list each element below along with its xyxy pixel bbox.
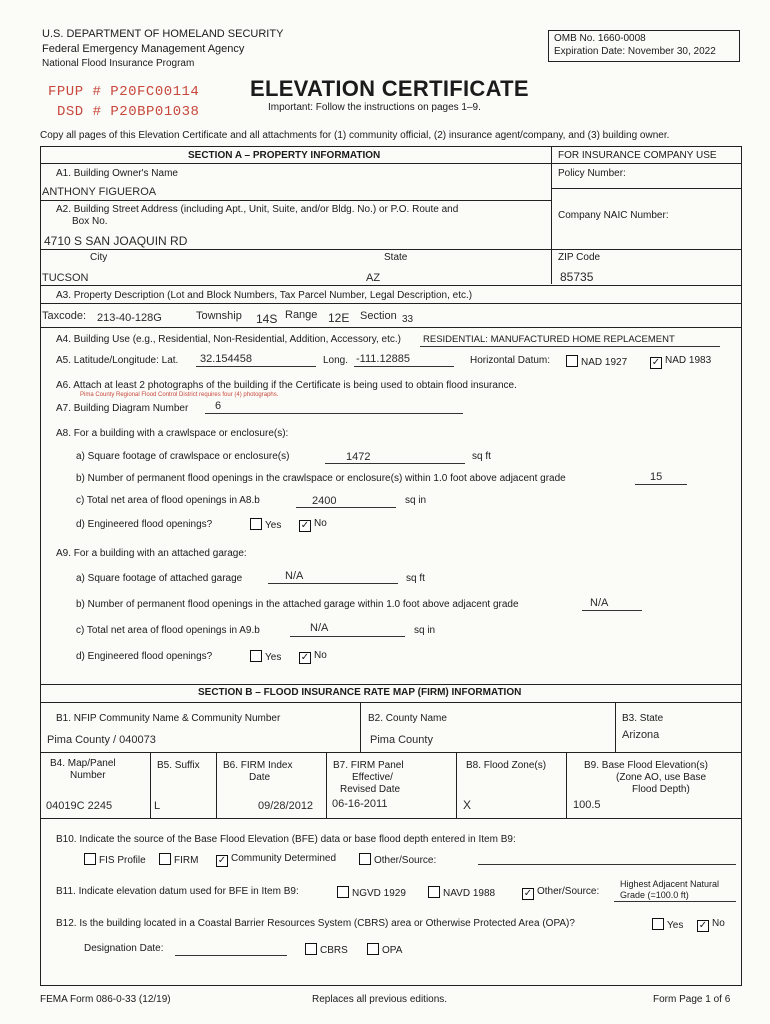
dept-name: U.S. DEPARTMENT OF HOMELAND SECURITY <box>42 28 284 40</box>
city-value[interactable]: TUCSON <box>42 272 89 284</box>
taxcode-value[interactable]: 213-40-128G <box>97 312 162 324</box>
range-label: Range <box>285 309 318 321</box>
a9d-yes-option[interactable] <box>250 650 281 663</box>
a8d-label: d) Engineered flood openings? <box>76 519 213 530</box>
state-value[interactable]: AZ <box>366 272 381 284</box>
datum-label: Horizontal Datum: <box>470 355 551 366</box>
a9b-value[interactable]: N/A <box>590 597 609 609</box>
b5-suffix[interactable]: L <box>154 800 161 812</box>
a8a-unit: sq ft <box>472 451 491 462</box>
fpup-number: FPUP # P20FC00114 <box>48 84 200 100</box>
a9a-value[interactable]: N/A <box>285 570 304 582</box>
a8d-yes-label: Yes <box>265 520 282 531</box>
a9d-no-label: No <box>314 650 327 661</box>
a8d-no-label: No <box>314 518 327 529</box>
b11-label: B11. Indicate elevation datum used for BFE in Item B9: <box>56 886 299 897</box>
a8d-no-option[interactable] <box>299 518 327 532</box>
b10-firm-checkbox[interactable] <box>159 853 171 865</box>
cbrs-option[interactable] <box>305 943 348 956</box>
program-name: National Flood Insurance Program <box>42 58 195 69</box>
b1-community[interactable]: Pima County / 040073 <box>47 734 156 746</box>
a8a-label: a) Square footage of crawlspace or enclosure(s) <box>76 451 290 462</box>
policy-label: Policy Number: <box>558 168 626 179</box>
b9-label-cont2: Flood Depth) <box>632 784 690 795</box>
b10-firm-option[interactable] <box>159 853 198 866</box>
a9d-no-checkbox[interactable]: ✓ <box>300 652 310 663</box>
b11-other-label: Other/Source: <box>537 886 600 897</box>
section-label: Section <box>360 310 397 322</box>
dsd-number: DSD # P20BP01038 <box>57 104 200 120</box>
b10-other-label: Other/Source: <box>374 855 437 866</box>
state-label: State <box>384 252 408 263</box>
nad1927-checkbox[interactable] <box>566 355 578 367</box>
opa-label: OPA <box>382 945 403 956</box>
a9c-unit: sq in <box>414 625 436 636</box>
section-b-title: SECTION B – FLOOD INSURANCE RATE MAP (FIRM) INFORMATION <box>198 687 522 698</box>
nad1927-option[interactable] <box>566 355 627 368</box>
nad1927-label: NAD 1927 <box>581 357 628 368</box>
a8-label: A8. For a building with a crawlspace or enclosure(s): <box>56 428 289 439</box>
b5-label: B5. Suffix <box>157 760 200 771</box>
b10-fis-checkbox[interactable] <box>84 853 96 865</box>
nad1983-option[interactable] <box>650 355 711 369</box>
township-label: Township <box>196 310 242 322</box>
b11-source-value-cont[interactable]: Grade (=100.0 ft) <box>620 890 689 900</box>
zip-value[interactable]: 85735 <box>560 270 594 284</box>
b7-label-cont: Effective/ <box>352 772 393 783</box>
a7-label: A7. Building Diagram Number <box>56 403 189 414</box>
footer-replaces: Replaces all previous editions. <box>312 994 448 1005</box>
a8a-value[interactable]: 1472 <box>346 451 371 463</box>
b11-ngvd-label: NGVD 1929 <box>352 888 406 899</box>
b2-county[interactable]: Pima County <box>370 734 433 746</box>
b12-no-checkbox[interactable]: ✓ <box>698 920 708 931</box>
omb-box <box>548 30 740 62</box>
a1-label: A1. Building Owner's Name <box>56 168 178 179</box>
a8c-value[interactable]: 2400 <box>312 495 337 507</box>
a4-building-use[interactable]: RESIDENTIAL: MANUFACTURED HOME REPLACEMENT <box>423 334 675 345</box>
longitude-value[interactable]: -111.12885 <box>356 353 411 365</box>
a8b-label: b) Number of permanent flood openings in the crawlspace or enclosure(s) within 1.0 foot above adjacent grade <box>76 473 566 484</box>
b10-label: B10. Indicate the source of the Base Flood Elevation (BFE) data or base flood depth entered in Item B9: <box>56 834 516 845</box>
long-label: Long. <box>323 355 349 366</box>
omb-number: OMB No. 1660-0008 <box>554 33 646 44</box>
a2-label-cont: Box No. <box>72 216 108 227</box>
b9-label: B9. Base Flood Elevation(s) <box>584 760 708 771</box>
b9-label-cont: (Zone AO, use Base <box>616 772 707 783</box>
a2-street-address[interactable]: 4710 S SAN JOAQUIN RD <box>44 234 188 248</box>
b12-no-option[interactable] <box>697 918 725 932</box>
b7-label: B7. FIRM Panel <box>333 760 404 771</box>
b4-label-cont: Number <box>70 770 106 781</box>
taxcode-label: Taxcode: <box>42 310 87 322</box>
nad1983-checkbox[interactable]: ✓ <box>651 357 661 368</box>
cbrs-label: CBRS <box>320 945 348 956</box>
b10-firm-label: FIRM <box>174 855 199 866</box>
b11-navd-checkbox[interactable] <box>428 886 440 898</box>
latitude-value[interactable]: 32.154458 <box>200 353 252 365</box>
b7-panel-date[interactable]: 06-16-2011 <box>332 798 388 810</box>
zip-label: ZIP Code <box>558 252 601 263</box>
b11-other-checkbox[interactable]: ✓ <box>523 888 533 899</box>
b10-other-checkbox[interactable] <box>359 853 371 865</box>
b11-navd-label: NAVD 1988 <box>443 888 496 899</box>
a9c-value[interactable]: N/A <box>310 622 329 634</box>
a9a-label: a) Square footage of attached garage <box>76 573 243 584</box>
insurance-use-title: FOR INSURANCE COMPANY USE <box>558 150 717 161</box>
designation-date-label: Designation Date: <box>84 943 164 954</box>
a2-label: A2. Building Street Address (including Apt., Unit, Suite, and/or Bldg. No.) or P.O. Route and <box>56 204 459 215</box>
range-value[interactable]: 12E <box>328 311 350 325</box>
b10-other-option[interactable] <box>359 853 436 866</box>
a9d-no-option[interactable] <box>299 650 327 664</box>
b11-navd-option[interactable] <box>428 886 495 899</box>
a3-label: A3. Property Description (Lot and Block Numbers, Tax Parcel Number, Legal Description, etc.) <box>56 290 473 301</box>
a6-label: A6. Attach at least 2 photographs of the building if the Certificate is being used to obtain flood insurance. <box>56 380 517 391</box>
cbrs-checkbox[interactable] <box>305 943 317 955</box>
a9b-label: b) Number of permanent flood openings in the attached garage within 1.0 foot above adjacent grade <box>76 599 519 610</box>
footer-form-number: FEMA Form 086-0-33 (12/19) <box>40 994 171 1005</box>
a8c-unit: sq in <box>405 495 427 506</box>
b12-no-label: No <box>712 918 725 929</box>
agency-name: Federal Emergency Management Agency <box>42 43 245 55</box>
b11-ngvd-option[interactable] <box>337 886 406 899</box>
b1-label: B1. NFIP Community Name & Community Number <box>56 713 281 724</box>
copy-note: Copy all pages of this Elevation Certificate and all attachments for (1) community official, (2) insurance agent/company, and (3) building owner. <box>40 130 670 141</box>
section-a-title: SECTION A – PROPERTY INFORMATION <box>188 150 381 161</box>
section-value[interactable]: 33 <box>402 314 414 325</box>
a4-label: A4. Building Use (e.g., Residential, Non-Residential, Addition, Accessory, etc.) <box>56 334 401 345</box>
a8d-yes-option[interactable] <box>250 518 281 531</box>
b10-fis-label: FIS Profile <box>99 855 146 866</box>
important-note: Important: Follow the instructions on pages 1–9. <box>268 102 481 113</box>
city-label: City <box>90 252 108 263</box>
b12-yes-label: Yes <box>667 920 684 931</box>
b11-ngvd-checkbox[interactable] <box>337 886 349 898</box>
b2-label: B2. County Name <box>368 713 447 724</box>
a9d-yes-checkbox[interactable] <box>250 650 262 662</box>
a8b-value[interactable]: 15 <box>650 471 663 483</box>
naic-label: Company NAIC Number: <box>558 210 669 221</box>
b6-label-cont: Date <box>249 772 271 783</box>
b6-index-date[interactable]: 09/28/2012 <box>258 800 314 812</box>
a8c-label: c) Total net area of flood openings in A8.b <box>76 495 260 506</box>
a9d-yes-label: Yes <box>265 652 282 663</box>
a9-label: A9. For a building with an attached garage: <box>56 548 247 559</box>
b11-other-option[interactable] <box>522 886 599 900</box>
b10-fis-option[interactable] <box>84 853 146 866</box>
b8-label: B8. Flood Zone(s) <box>466 760 547 771</box>
b10-community-option[interactable] <box>216 853 336 867</box>
b12-yes-option[interactable] <box>652 918 683 931</box>
a9c-label: c) Total net area of flood openings in A9.b <box>76 625 260 636</box>
b9-base-flood-elevation[interactable]: 100.5 <box>573 799 601 811</box>
a5-label: A5. Latitude/Longitude: Lat. <box>56 355 179 366</box>
a8d-no-checkbox[interactable]: ✓ <box>300 520 310 531</box>
township-value[interactable]: 14S <box>256 312 278 326</box>
opa-option[interactable] <box>367 943 402 956</box>
b6-label: B6. FIRM Index <box>223 760 293 771</box>
a7-diagram-number[interactable]: 6 <box>215 400 222 412</box>
a9d-label: d) Engineered flood openings? <box>76 651 213 662</box>
b11-source-value[interactable]: Highest Adjacent Natural <box>620 879 720 889</box>
nad1983-label: NAD 1983 <box>665 355 712 366</box>
a9a-unit: sq ft <box>406 573 425 584</box>
a1-owner-name[interactable]: ANTHONY FIGUEROA <box>42 186 157 198</box>
b8-flood-zone[interactable]: X <box>463 798 472 812</box>
b12-yes-checkbox[interactable] <box>652 918 664 930</box>
footer-page-number: Form Page 1 of 6 <box>653 994 731 1005</box>
b10-community-checkbox[interactable]: ✓ <box>217 855 227 866</box>
b4-map-panel[interactable]: 04019C 2245 <box>46 800 113 812</box>
opa-checkbox[interactable] <box>367 943 379 955</box>
b3-state[interactable]: Arizona <box>622 729 660 741</box>
a8d-yes-checkbox[interactable] <box>250 518 262 530</box>
b7-label-cont2: Revised Date <box>340 784 401 795</box>
b10-community-label: Community Determined <box>231 853 337 864</box>
expiration-date: Expiration Date: November 30, 2022 <box>554 46 716 57</box>
page-title: ELEVATION CERTIFICATE <box>250 76 529 101</box>
b3-label: B3. State <box>622 713 664 724</box>
b12-label: B12. Is the building located in a Coastal Barrier Resources System (CBRS) area or Otherwise Protected Area (OPA)? <box>56 918 575 929</box>
a6-county-note: Pima County Regional Flood Control District requires four (4) photographs. <box>80 392 279 398</box>
b4-label: B4. Map/Panel <box>50 758 116 769</box>
